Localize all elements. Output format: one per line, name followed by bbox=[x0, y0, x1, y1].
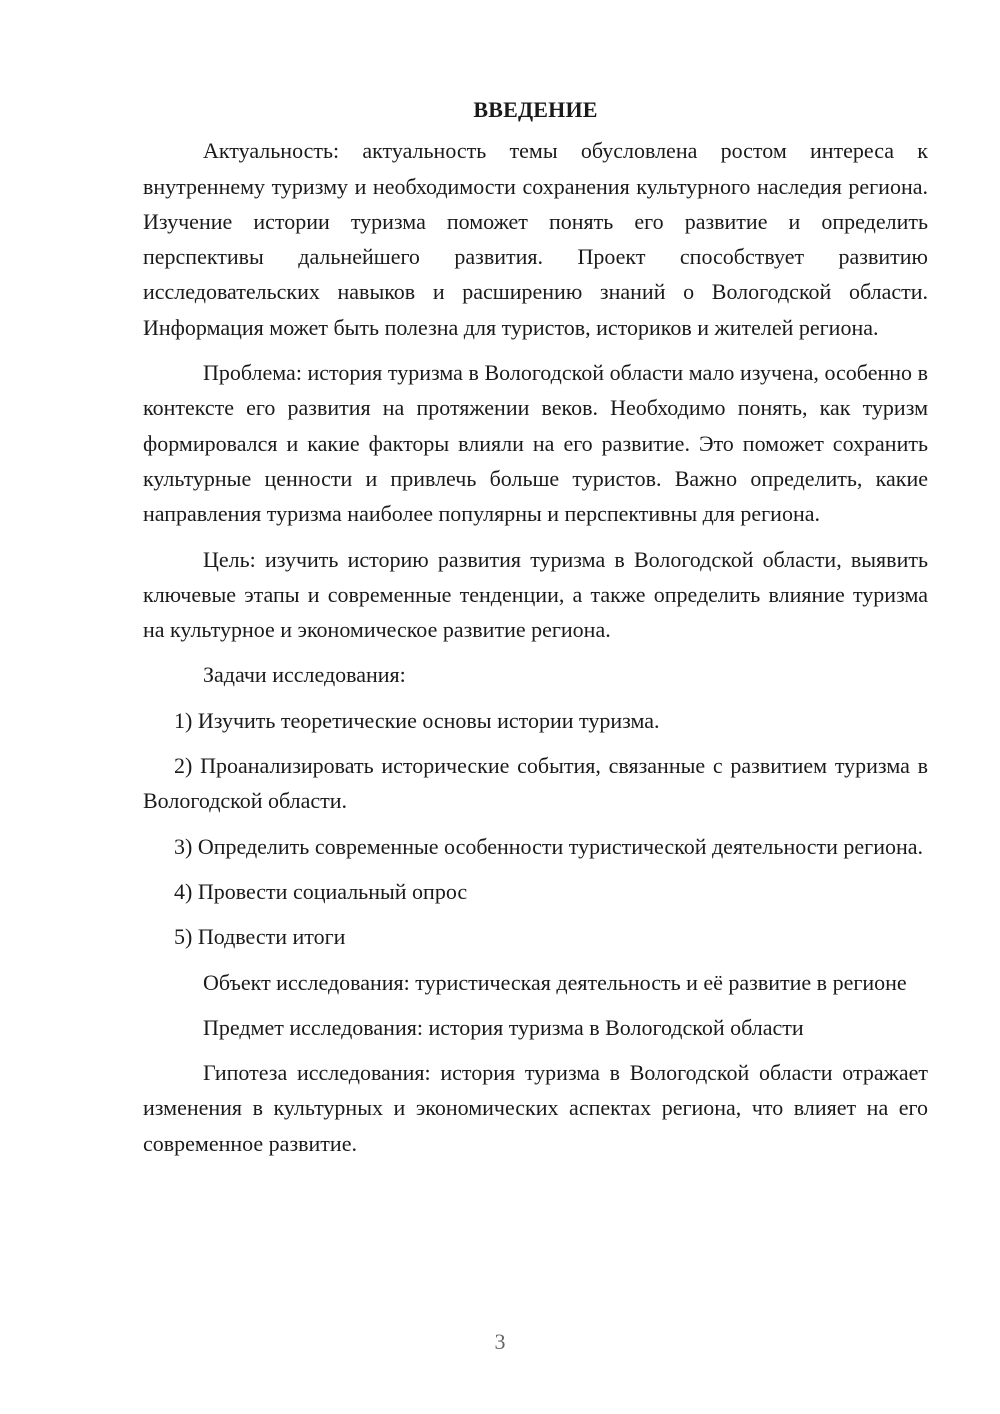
paragraph-tasks-heading: Задачи исследования: bbox=[203, 662, 406, 688]
paragraph-relevance: Актуальность: актуальность темы обусловлена ростом интереса к внутреннему туризму и необходимости сохранения культурного наследия региона. Изучение истории туризма поможет понять его развитие и определить перспективы дальнейшего развития. Проект способствует развитию исследовательских навыков и расширению знаний о Вологодской области. Информация может быть полезна для туристов, историков и жителей региона. bbox=[143, 138, 928, 340]
task-item-5: 5) Подвести итоги bbox=[174, 924, 346, 950]
task-item-3: 3) Определить современные особенности туристической деятельности региона. bbox=[174, 833, 924, 859]
section-title: ВВЕДЕНИЕ bbox=[473, 97, 598, 122]
task-item-4: 4) Провести социальный опрос bbox=[174, 878, 468, 904]
paragraph-goal: Цель: изучить историю развития туризма в Вологодской области, выявить ключевые этапы и современные тенденции, а также определить влияние туризма на культурное и экономическое развитие региона. bbox=[143, 546, 928, 643]
paragraph-hypothesis: Гипотеза исследования: история туризма в Вологодской области отражает изменения в культурных и экономических аспектах региона, что влияет на его современное развитие. bbox=[143, 1060, 928, 1156]
paragraph-problem: Проблема: история туризма в Вологодской области мало изучена, особенно в контексте его развития на протяжении веков. Необходимо понять, как туризм формировался и какие факторы влияли на его развитие. Это поможет сохранить культурные ценности и привлечь больше туристов. Важно определить, какие направления туризма наиболее популярны и перспективны для региона. bbox=[143, 360, 928, 527]
paragraph-object: Объект исследования: туристическая деятельность и её развитие в регионе bbox=[203, 969, 907, 995]
paragraph-subject: Предмет исследования: история туризма в Вологодской области bbox=[203, 1014, 804, 1040]
document-page bbox=[143, 92, 928, 1171]
task-item-2: 2) Проанализировать исторические события, связанные с развитием туризма в Вологодской области. bbox=[143, 753, 928, 814]
page-number: 3 bbox=[494, 1329, 506, 1354]
task-item-1: 1) Изучить теоретические основы истории туризма. bbox=[174, 707, 660, 733]
